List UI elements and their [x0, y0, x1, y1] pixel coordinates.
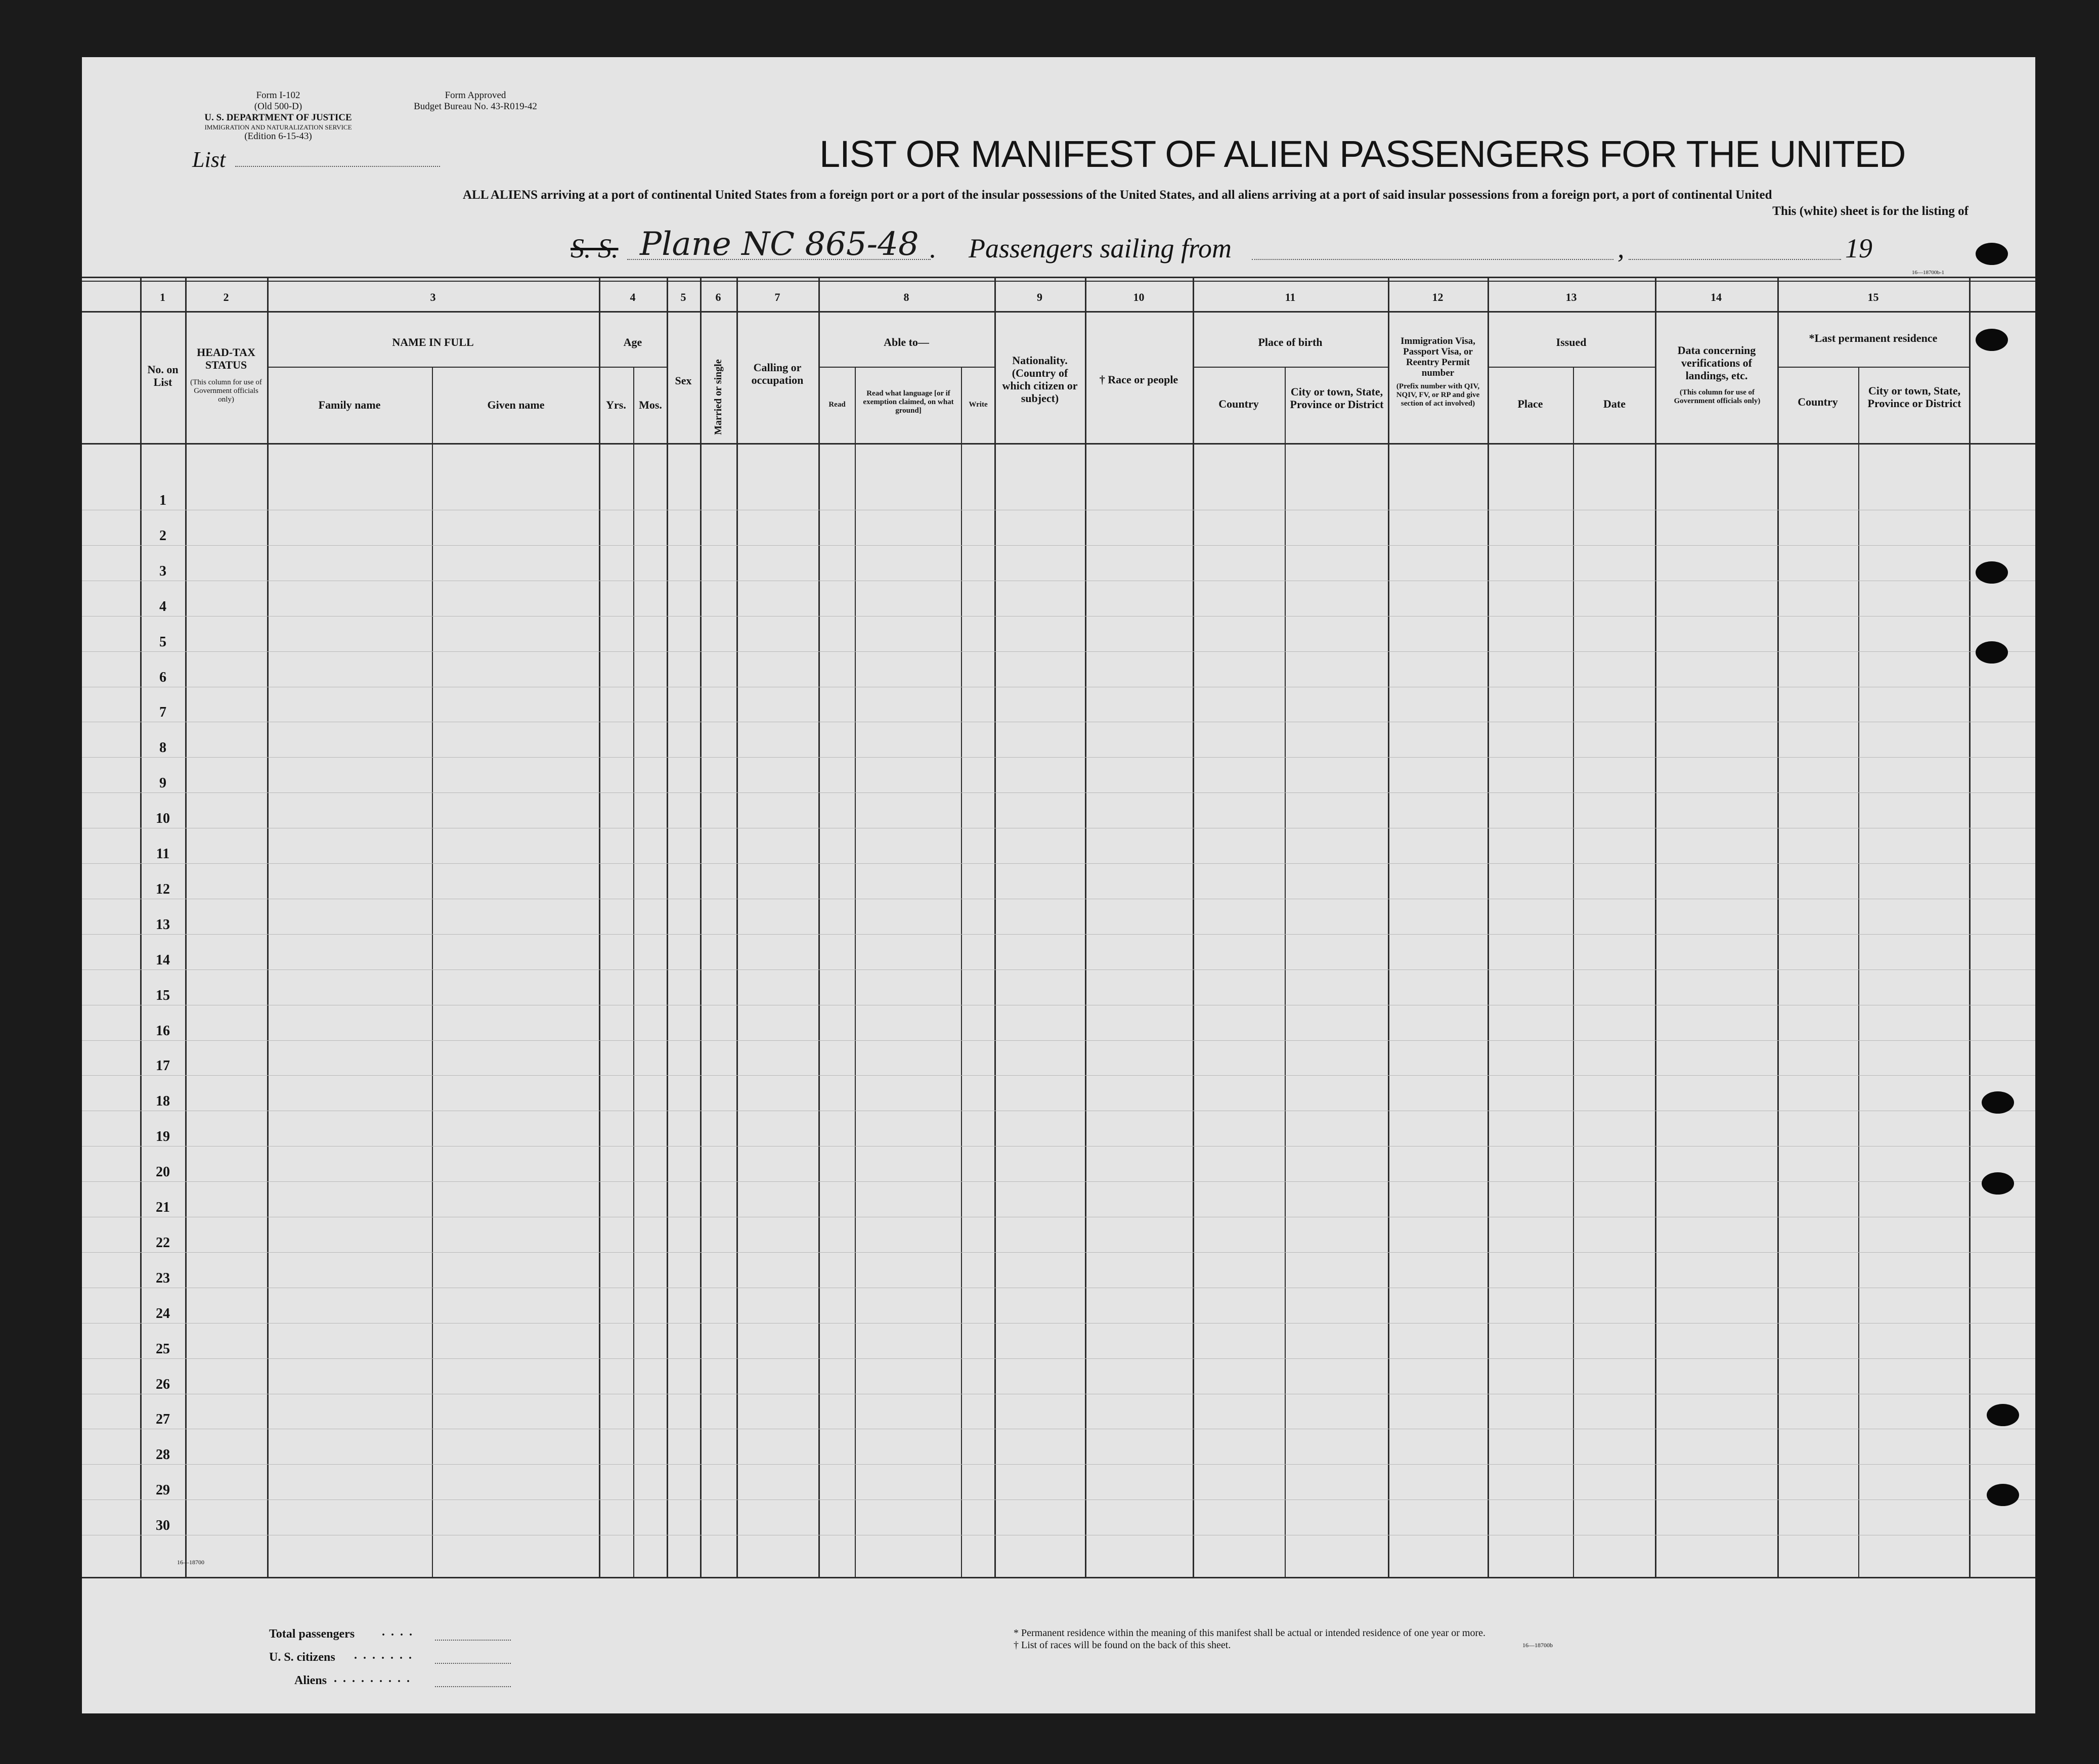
header-write: Write	[969, 401, 988, 409]
header-nationality: Nationality. (Country of which citizen or subject)	[1002, 354, 1078, 405]
binder-hole-mark	[1976, 561, 2008, 584]
header-able-to: Able to—	[884, 336, 929, 348]
print-code-bottom: 16—18700	[177, 1559, 204, 1566]
table-bottom-border	[82, 1577, 2035, 1578]
header-family-name: Family name	[318, 399, 381, 411]
col-num-15: 15	[1867, 291, 1879, 303]
vessel-prefix: S. S.	[571, 233, 619, 263]
row-number: 1	[159, 493, 166, 508]
header-name-in-full: NAME IN FULL	[392, 336, 474, 348]
header-age: Age	[623, 336, 642, 348]
sailing-label: Passengers sailing from	[969, 233, 1232, 263]
row-rule	[82, 1358, 2035, 1359]
form-content: Form I-102 (Old 500-D) U. S. DEPARTMENT OF JUSTICE IMMIGRATION AND NATURALIZATION SERVICE (Edition 6-15-43) Form Approved Budget Bureau No. 43-R019-42 List LIST OR MANIFEST OF ALIEN PASSENGERS FOR THE UNITED ALL ALIENS arriving at a port of continental United States from a foreign port or a port of the insular possessions of the United States, and all aliens arriving at a port of said insular possessions from a foreign port, a port of continental United This (white) sheet is for the listing of S. S. Plane NC 865-48 . Passengers sailing from , 19 16—18700b-1 1 2 3 4 5 6 7 8 9 10 11 12 13 14 15 No. on List HEAD-TAX STATUS (This column for use of Government officials only) NAME IN FULL Family name Given name Age Yrs. Mos. Sex Married or single Calling or occupation Able to— Read Read what language [or if exemption claimed, on what ground] Write Nationality. (Country of which citizen or subject) † Race or people Place of birth Country City or town, State, Province or District Immigration Visa, Passport Visa, or Reentry Permit number (Prefix number with QIV, NQIV, FV, or RP and give section of act involved) Issued Place Date Data concerning verifications of landings, etc. (This column for use of Government officials only) *Last permanent residence Country City or town, State, Province or District 1 2 3 4 5 6 7 8 9 10 11 12 13 14 15 16 17 18 19 20 21 22 23 24 25 26 27 28 29 30 16—18700 Total passengers .... U. S. citizens ....... Aliens ......... * Permanent residence within the meaning of this manifest shall be actual or intended residence of one year or more. † List of races will be found on the back of this sheet. 16—18700b	[0, 0, 2099, 1764]
row-rule	[82, 545, 2035, 546]
header-head-tax-note: (This column for use of Government officials only)	[190, 378, 262, 404]
column-number-divider	[82, 311, 2035, 313]
sailing-port-field[interactable]	[1252, 259, 1613, 260]
header-head-tax: HEAD-TAX STATUS	[197, 346, 255, 371]
list-number-field[interactable]	[235, 166, 440, 167]
col-num-1: 1	[160, 291, 165, 303]
row-rule	[82, 863, 2035, 864]
row-rule	[82, 1323, 2035, 1324]
row-number: 17	[156, 1058, 170, 1074]
approval-block	[400, 90, 551, 112]
header-pob-city: City or town, State, Province or District	[1290, 385, 1384, 411]
row-number: 26	[156, 1377, 170, 1392]
header-data-verifications: Data concerning verifications of landings, etc.	[1677, 344, 1756, 382]
row-number: 2	[159, 528, 166, 544]
binder-hole-mark	[1976, 243, 2008, 265]
row-number: 22	[156, 1235, 170, 1251]
header-mos: Mos.	[639, 399, 662, 411]
row-number: 10	[156, 811, 170, 826]
print-code-top: 16—18700b-1	[1912, 270, 1945, 276]
footnote-permanent-residence: * Permanent residence within the meaning of this manifest shall be actual or intended residence of one year or more.	[1014, 1627, 1486, 1639]
header-data-verifications-note: (This column for use of Government officials only)	[1674, 388, 1761, 405]
department: U. S. DEPARTMENT OF JUSTICE	[204, 112, 352, 123]
us-citizens-field[interactable]	[435, 1663, 511, 1664]
row-number: 18	[156, 1093, 170, 1109]
subtitle-line-1: ALL ALIENS arriving at a port of continental United States from a foreign port or a port of the insular possessions of the United States, and all aliens arriving at a port of said insular possessions from a foreign port, a port of continental United	[463, 188, 1772, 202]
footnote-races: † List of races will be found on the back of this sheet.	[1014, 1640, 1231, 1651]
row-number: 13	[156, 917, 170, 933]
aliens-field[interactable]	[435, 1686, 511, 1687]
binder-hole-mark	[1976, 329, 2008, 351]
table-top-border	[82, 277, 2035, 278]
row-number: 16	[156, 1023, 170, 1039]
binder-hole-mark	[1987, 1404, 2019, 1426]
budget-bureau: Budget Bureau No. 43-R019-42	[414, 101, 537, 112]
row-rule	[82, 969, 2035, 970]
row-rule	[82, 1464, 2035, 1465]
col-num-8: 8	[903, 291, 909, 303]
col-num-10: 10	[1133, 291, 1145, 303]
form-identification	[192, 90, 364, 142]
col-num-9: 9	[1037, 291, 1042, 303]
binder-hole-mark	[1976, 641, 2008, 664]
header-visa: Immigration Visa, Passport Visa, or Reentry Permit number	[1401, 336, 1475, 378]
row-rule	[82, 651, 2035, 652]
page-title: LIST OR MANIFEST OF ALIEN PASSENGERS FOR THE UNITED	[819, 133, 1906, 175]
col-num-4: 4	[630, 291, 636, 303]
row-number: 11	[156, 846, 170, 862]
row-number: 25	[156, 1341, 170, 1357]
row-number: 15	[156, 988, 170, 1003]
header-read-language: Read what language [or if exemption claimed, on what ground]	[863, 389, 954, 415]
binder-hole-mark	[1982, 1172, 2014, 1195]
row-rule	[82, 1040, 2035, 1041]
row-number: 9	[159, 775, 166, 791]
header-race: † Race or people	[1099, 373, 1178, 386]
header-lr-country: Country	[1798, 395, 1838, 408]
year-prefix: 19	[1845, 233, 1872, 263]
header-issued-place: Place	[1517, 398, 1543, 410]
col-num-6: 6	[715, 291, 721, 303]
row-number: 19	[156, 1129, 170, 1144]
header-last-residence: *Last permanent residence	[1809, 332, 1938, 344]
header-yrs: Yrs.	[606, 399, 626, 411]
header-issued: Issued	[1556, 336, 1587, 348]
form-old-number: (Old 500-D)	[254, 101, 302, 112]
row-number: 20	[156, 1164, 170, 1180]
col-num-13: 13	[1565, 291, 1577, 303]
total-passengers-label: Total passengers	[269, 1627, 355, 1641]
header-lr-city: City or town, State, Province or District	[1867, 384, 1961, 410]
binder-hole-mark	[1987, 1484, 2019, 1506]
col-num-3: 3	[430, 291, 436, 303]
header-bottom-border	[82, 443, 2035, 445]
us-citizens-label: U. S. citizens	[269, 1651, 335, 1664]
col-num-12: 12	[1432, 291, 1444, 303]
row-number: 8	[159, 740, 166, 756]
row-number: 12	[156, 881, 170, 897]
row-rule	[82, 792, 2035, 793]
row-number: 24	[156, 1306, 170, 1321]
row-rule	[82, 1181, 2035, 1182]
header-sex: Sex	[675, 374, 692, 387]
header-place-of-birth: Place of birth	[1258, 336, 1323, 348]
edition: (Edition 6-15-43)	[244, 131, 312, 142]
list-label: List	[192, 147, 226, 172]
row-number: 4	[159, 599, 166, 614]
form-number: Form I-102	[256, 90, 300, 101]
total-passengers-field[interactable]	[435, 1640, 511, 1641]
row-rule	[82, 757, 2035, 758]
header-pob-country: Country	[1218, 398, 1259, 410]
form-approved: Form Approved	[445, 90, 506, 101]
header-no-on-list: No. on List	[147, 363, 179, 388]
col-num-14: 14	[1711, 291, 1722, 303]
header-married-or-single: Married or single	[713, 359, 724, 435]
vessel-handwritten: Plane NC 865-48	[640, 226, 919, 263]
row-number: 3	[159, 563, 166, 579]
header-given-name: Given name	[487, 399, 545, 411]
aliens-label: Aliens	[294, 1674, 327, 1687]
col-num-2: 2	[223, 291, 229, 303]
row-rule	[82, 934, 2035, 935]
vessel-field[interactable]	[627, 259, 931, 260]
row-number: 5	[159, 634, 166, 650]
header-issued-date: Date	[1603, 398, 1626, 410]
binder-hole-mark	[1982, 1091, 2014, 1114]
sailing-date-field[interactable]	[1629, 259, 1841, 260]
row-number: 23	[156, 1270, 170, 1286]
row-number: 6	[159, 670, 166, 685]
row-number: 7	[159, 704, 166, 720]
row-number: 21	[156, 1200, 170, 1215]
row-rule	[82, 1075, 2035, 1076]
row-number: 14	[156, 952, 170, 968]
subtitle-line-2: This (white) sheet is for the listing of	[1772, 204, 1969, 218]
row-number: 29	[156, 1482, 170, 1498]
header-read: Read	[828, 401, 846, 409]
col-num-7: 7	[774, 291, 780, 303]
row-number: 30	[156, 1518, 170, 1533]
header-calling: Calling or occupation	[751, 361, 804, 386]
row-number: 27	[156, 1412, 170, 1427]
header-visa-note: (Prefix number with QIV, NQIV, FV, or RP and give section of act involved)	[1396, 382, 1480, 408]
col-num-5: 5	[680, 291, 686, 303]
row-number: 28	[156, 1447, 170, 1463]
print-code-footnote: 16—18700b	[1522, 1642, 1553, 1649]
service: IMMIGRATION AND NATURALIZATION SERVICE	[204, 123, 352, 131]
col-num-11: 11	[1285, 291, 1296, 303]
row-rule	[82, 1252, 2035, 1253]
